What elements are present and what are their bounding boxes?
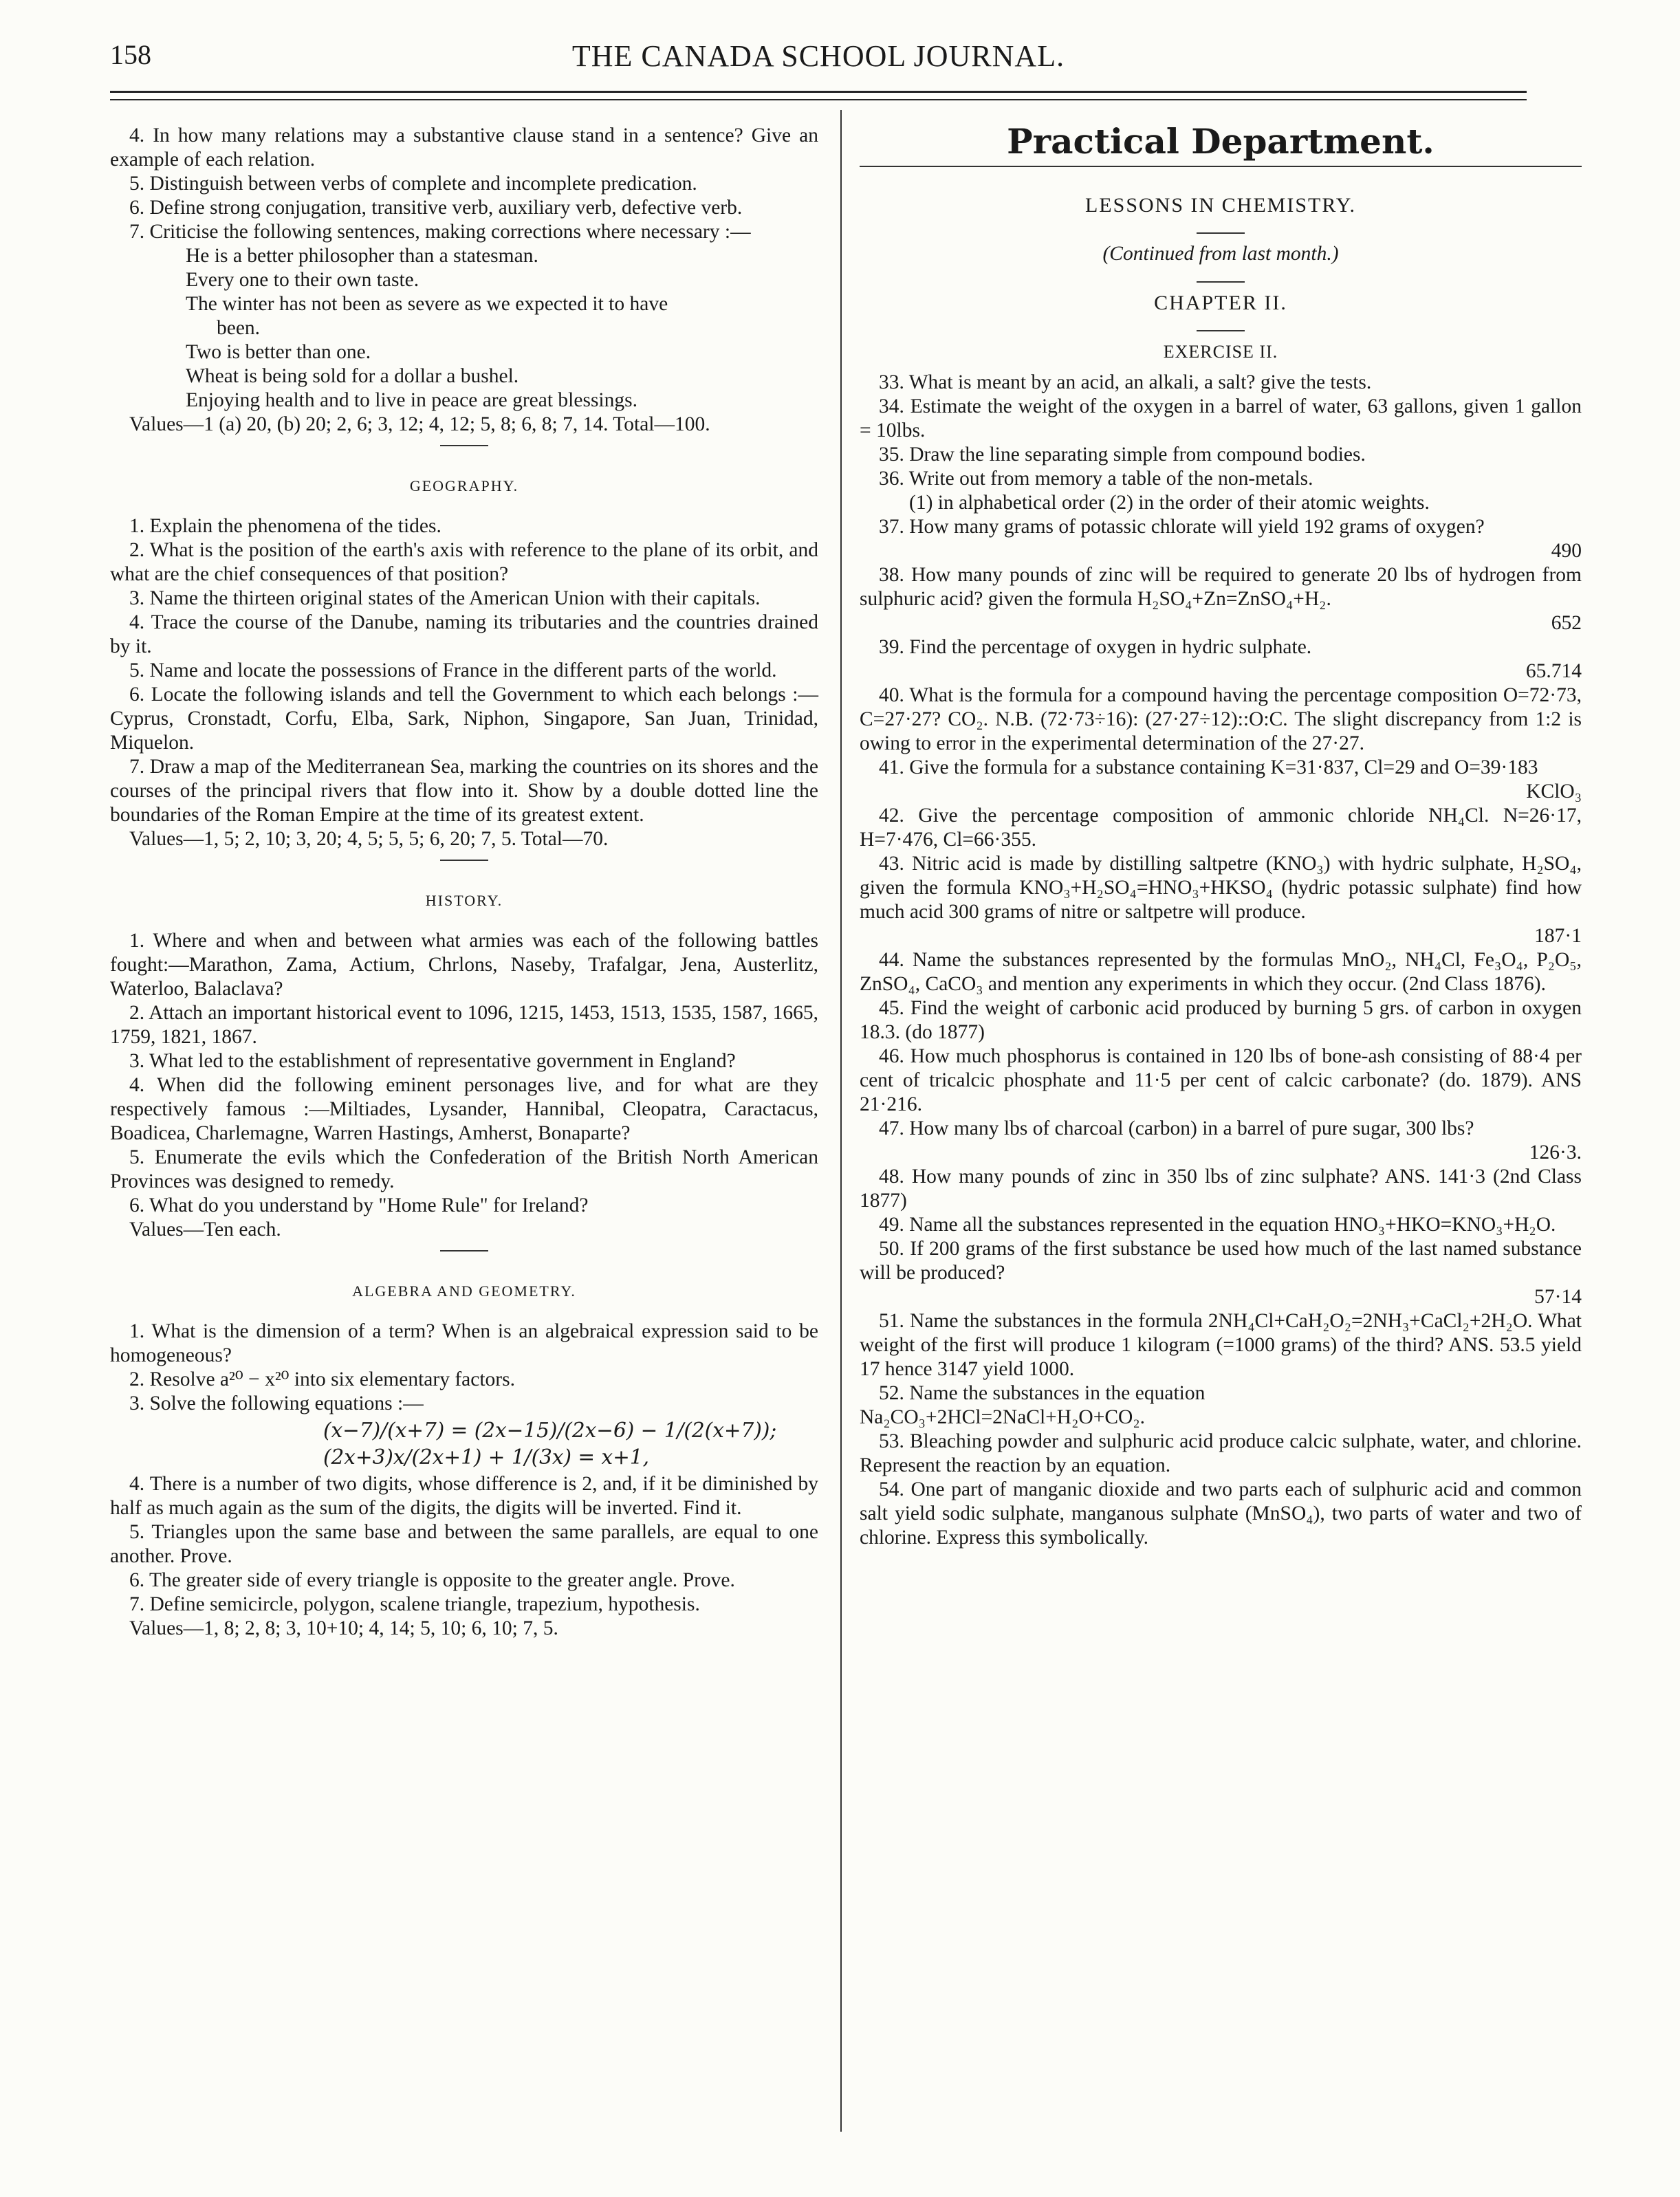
exercise-heading: EXERCISE II.	[1163, 342, 1278, 362]
department-title: Practical Department.	[1007, 121, 1434, 162]
algebra-values: Values—1, 8; 2, 8; 3, 10+10; 4, 14; 5, 10; 6, 10; 7, 5.	[129, 1617, 558, 1639]
answer-41: KClO₃	[1526, 780, 1582, 802]
question-48: 48. How many pounds of zinc in 350 lbs of zinc sulphate? ANS. 141·3 (2nd Class 1877)	[860, 1166, 1582, 1212]
algebra-question-7: 7. Define semicircle, polygon, scalene triangle, trapezium, hypothesis.	[129, 1593, 700, 1615]
sentence-1: He is a better philosopher than a statesman.	[186, 245, 538, 267]
question-45: 45. Find the weight of carbonic acid produced by burning 5 grs. of carbon in oxygen 18.3. (do 1877)	[860, 997, 1582, 1043]
section-rule	[1197, 330, 1245, 331]
section-rule	[440, 445, 488, 446]
history-question-2: 2. Attach an important historical event to 1096, 1215, 1453, 1513, 1535, 1587, 1665, 1759, 1821, 1867.	[110, 1002, 818, 1048]
geography-values: Values—1, 5; 2, 10; 3, 20; 4, 5; 5, 5; 6, 20; 7, 5. Total—70.	[129, 828, 609, 850]
question-39: 39. Find the percentage of oxygen in hydric sulphate.	[879, 636, 1312, 658]
question-38: 38. How many pounds of zinc will be required to generate 20 lbs of hydrogen from sulphuric acid? given the formula H₂SO₄+Zn=ZnSO₄+H₂.	[860, 564, 1582, 610]
question-51: 51. Name the substances in the formula 2NH₄Cl+CaH₂O₂=2NH₃+CaCl₂+2H₂O. What weight of the first will produce 1 kilogram (=1000 grams) of the third? ANS. 53.5 yield 17 hence 3147 yield 1000.	[860, 1310, 1582, 1380]
history-heading: HISTORY.	[425, 892, 503, 909]
question-41: 41. Give the formula for a substance containing K=31·837, Cl=29 and O=39·183	[879, 756, 1538, 778]
sentence-6: Enjoying health and to live in peace are great blessings.	[186, 389, 637, 411]
question-50: 50. If 200 grams of the first substance be used how much of the last named substance will be produced?	[860, 1238, 1582, 1284]
question-36-sub: (1) in alphabetical order (2) in the order of their atomic weights.	[909, 492, 1430, 514]
history-question-4: 4. When did the following eminent personages live, and for what are they respectively famous :—Miltiades, Lysander, Hannibal, Cleopatra, Caractacus, Boadicea, Charlemagne, Warren Hastings, Amherst, Bonaparte?	[110, 1074, 818, 1144]
lessons-title: LESSONS IN CHEMISTRY.	[1084, 194, 1357, 217]
question-53: 53. Bleaching powder and sulphuric acid produce calcic sulphate, water, and chlorine. Represent the reaction by an equation.	[860, 1430, 1582, 1476]
algebra-question-2: 2. Resolve a²⁰ − x²⁰ into six elementary factors.	[129, 1368, 515, 1390]
algebra-question-3: 3. Solve the following equations :—	[129, 1392, 424, 1414]
question-44: 44. Name the substances represented by the formulas MnO₂, NH₄Cl, Fe₃O₄, P₂O₅, ZnSO₄, CaCO₃ and mention any experiments in which they occur. (2nd Class 1876).	[860, 949, 1582, 995]
history-question-5: 5. Enumerate the evils which the Confederation of the British North American Provinces was designed to remedy.	[110, 1146, 818, 1192]
section-rule	[440, 1250, 488, 1251]
algebra-heading: ALGEBRA AND GEOMETRY.	[352, 1282, 576, 1300]
answer-50: 57·14	[1534, 1286, 1582, 1308]
continued-note: (Continued from last month.)	[1102, 243, 1339, 265]
sentence-5: Wheat is being sold for a dollar a bushel.	[186, 365, 519, 387]
page-number: 158	[110, 39, 151, 70]
geography-question-1: 1. Explain the phenomena of the tides.	[129, 515, 441, 537]
chapter-heading: CHAPTER II.	[1154, 292, 1287, 314]
question-52-equation: Na₂CO₃+2HCl=2NaCl+H₂O+CO₂.	[860, 1406, 1145, 1428]
question-43: 43. Nitric acid is made by distilling saltpetre (KNO₃) with hydric sulphate, H₂SO₄, given the formula KNO₃+H₂SO₄=HNO₃+HKSO₄ (hydric potassic sulphate) find how much acid 300 grams of nitre or saltpetre will produce.	[860, 853, 1582, 923]
algebra-question-5: 5. Triangles upon the same base and between the same parallels, are equal to one another. Prove.	[110, 1521, 818, 1567]
grammar-question-6: 6. Define strong conjugation, transitive verb, auxiliary verb, defective verb.	[129, 197, 743, 219]
question-42: 42. Give the percentage composition of ammonic chloride NH₄Cl. N=26·17, H=7·476, Cl=66·355.	[860, 805, 1582, 851]
question-49: 49. Name all the substances represented in the equation HNO₃+HKO=KNO₃+H₂O.	[879, 1214, 1556, 1236]
sentence-4: Two is better than one.	[186, 341, 371, 363]
sentence-2: Every one to their own taste.	[186, 269, 419, 291]
history-question-1: 1. Where and when and between what armies was each of the following battles fought:—Marathon, Zama, Actium, Chrlons, Naseby, Trafalgar, Jena, Austerlitz, Waterloo, Balaclava?	[110, 930, 818, 1000]
answer-37: 490	[1551, 540, 1582, 562]
question-35: 35. Draw the line separating simple from compound bodies.	[879, 444, 1366, 466]
answer-39: 65.714	[1525, 660, 1582, 682]
geography-question-3: 3. Name the thirteen original states of the American Union with their capitals.	[129, 587, 761, 609]
column-divider	[840, 110, 842, 2132]
answer-38: 652	[1551, 612, 1582, 634]
grammar-question-5: 5. Distinguish between verbs of complete and incomplete predication.	[129, 173, 697, 195]
question-33: 33. What is meant by an acid, an alkali, a salt? give the tests.	[879, 371, 1372, 393]
grammar-question-7: 7. Criticise the following sentences, making corrections where necessary :—	[129, 221, 751, 243]
journal-title: THE CANADA SCHOOL JOURNAL.	[571, 39, 1065, 73]
equation-1: (x−7)/(x+7) = (2x−15)/(2x−6) − 1/(2(x+7));	[323, 1419, 777, 1442]
question-47: 47. How many lbs of charcoal (carbon) in a barrel of pure sugar, 300 lbs?	[879, 1117, 1474, 1139]
sentence-3: The winter has not been as severe as we expected it to have	[186, 293, 668, 315]
header-rule	[110, 91, 1527, 93]
geography-question-7: 7. Draw a map of the Mediterranean Sea, marking the countries on its shores and the courses of the principal rivers that flow into it. Show by a double dotted line the boundaries of the Roman Empire at the time of its greatest extent.	[110, 756, 818, 826]
algebra-question-6: 6. The greater side of every triangle is opposite to the greater angle. Prove.	[129, 1569, 735, 1591]
history-question-3: 3. What led to the establishment of representative government in England?	[129, 1050, 736, 1072]
section-rule	[440, 860, 488, 861]
question-37: 37. How many grams of potassic chlorate will yield 192 grams of oxygen?	[879, 516, 1485, 538]
algebra-question-1: 1. What is the dimension of a term? When is an algebraical expression said to be homogeneous?	[110, 1320, 818, 1366]
question-36: 36. Write out from memory a table of the non-metals.	[879, 468, 1313, 490]
geography-question-2: 2. What is the position of the earth's axis with reference to the plane of its orbit, and what are the chief consequences of that position?	[110, 539, 818, 585]
history-values: Values—Ten each.	[129, 1218, 281, 1240]
header-rule-secondary	[110, 99, 1527, 100]
history-question-6: 6. What do you understand by "Home Rule" for Ireland?	[129, 1194, 589, 1216]
equation-2: (2x+3)x/(2x+1) + 1/(3x) = x+1,	[323, 1445, 649, 1469]
question-54: 54. One part of manganic dioxide and two parts each of sulphuric acid and common salt yield sodic sulphate, manganous sulphate (MnSO₄), two parts of water and two of chlorine. Express this symbolically.	[860, 1478, 1582, 1549]
section-rule	[1197, 281, 1245, 283]
section-rule	[1197, 232, 1245, 234]
geography-question-6: 6. Locate the following islands and tell the Government to which each belongs :—Cyprus, Cronstadt, Corfu, Elba, Sark, Niphon, Singapore, San Juan, Trinidad, Miquelon.	[110, 684, 818, 754]
answer-43: 187·1	[1534, 925, 1582, 947]
question-46: 46. How much phosphorus is contained in 120 lbs of bone-ash consisting of 88·4 per cent of tricalcic phosphate and 11·5 per cent of calcic carbonate? (do. 1879). ANS 21·216.	[860, 1045, 1582, 1115]
question-34: 34. Estimate the weight of the oxygen in a barrel of water, 63 gallons, given 1 gallon = 10lbs.	[860, 395, 1582, 441]
geography-question-4: 4. Trace the course of the Danube, naming its tributaries and the countries drained by it.	[110, 611, 818, 657]
grammar-question-4: 4. In how many relations may a substantive clause stand in a sentence? Give an example of each relation.	[110, 124, 818, 171]
answer-47: 126·3.	[1529, 1141, 1582, 1163]
right-column	[860, 121, 1582, 1550]
left-column	[110, 124, 818, 1641]
geography-question-5: 5. Name and locate the possessions of France in the different parts of the world.	[129, 659, 777, 681]
grammar-values: Values—1 (a) 20, (b) 20; 2, 6; 3, 12; 4, 12; 5, 8; 6, 8; 7, 14. Total—100.	[129, 413, 710, 435]
sentence-3-cont: been.	[217, 317, 261, 339]
question-40: 40. What is the formula for a compound having the percentage composition O=72·73, C=27·27? CO₂. N.B. (72·73÷16): (27·27÷12)::O:C. The slight discrepancy from 1:2 is owing to error in the experimental determination of the 27·27.	[860, 684, 1582, 754]
geography-heading: GEOGRAPHY.	[409, 477, 519, 494]
department-rule	[860, 166, 1582, 167]
page-header	[110, 39, 1527, 80]
question-52: 52. Name the substances in the equation	[879, 1382, 1206, 1404]
algebra-question-4: 4. There is a number of two digits, whose difference is 2, and, if it be diminished by half as much again as the sum of the digits, the digits will be inverted. Find it.	[110, 1473, 818, 1519]
